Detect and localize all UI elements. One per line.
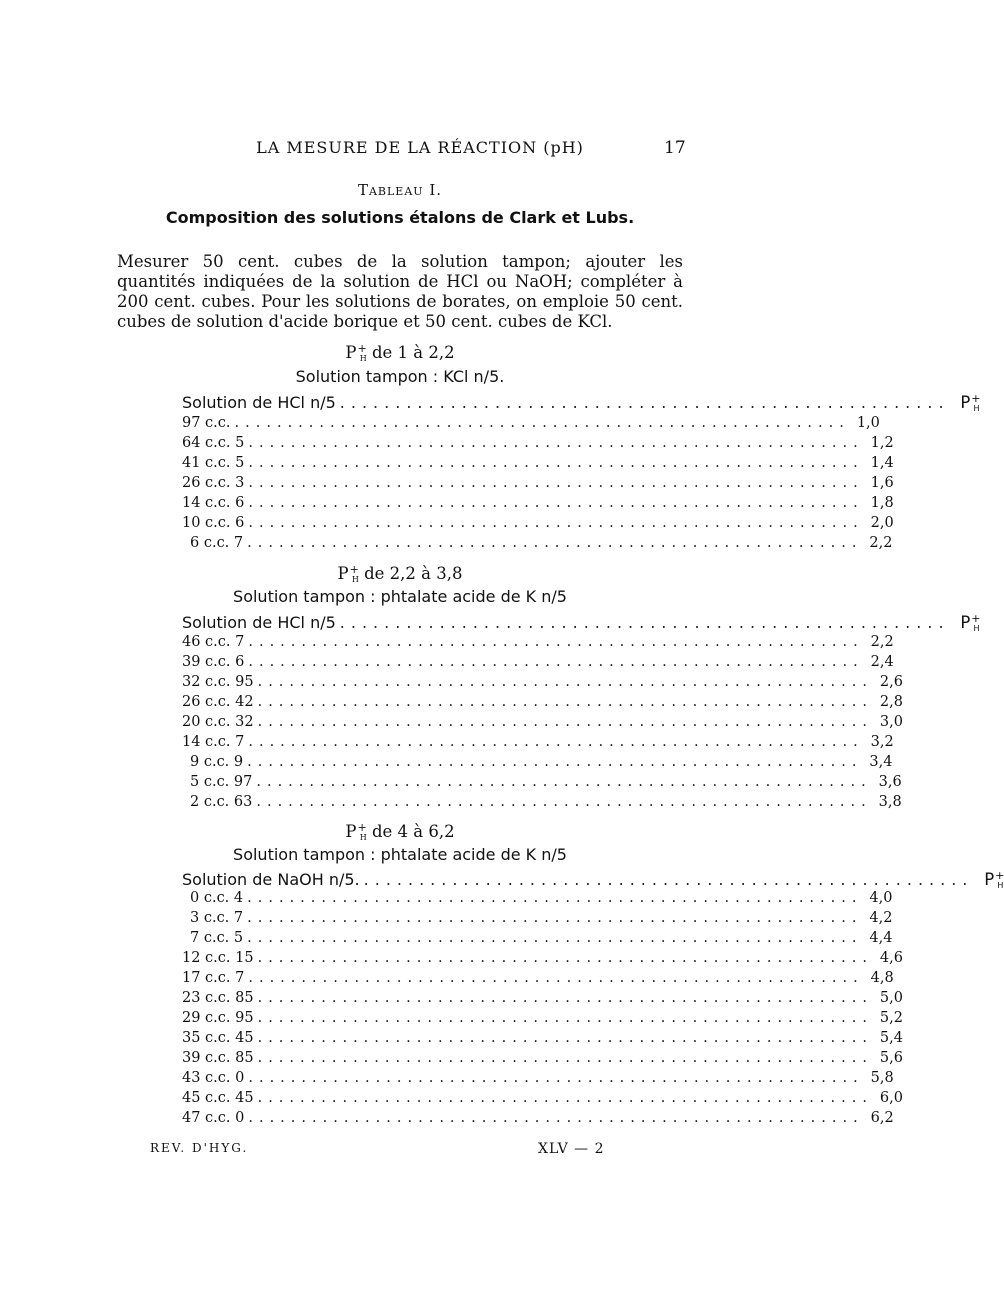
table-row: 7 c.c. 5 .......................................................... 4,4 xyxy=(190,930,893,946)
section-1-ph-range: de 1 à 2,2 xyxy=(371,343,455,362)
table-row: 45 c.c. 45 .......................................................... 6,0 xyxy=(182,1090,903,1106)
column-header-left: Solution de HCl n/5 xyxy=(182,613,336,632)
column-header-left: Solution de NaOH n/5. xyxy=(182,870,360,889)
page-number: 17 xyxy=(664,138,686,158)
table-row: 97 c.c. .......................................................... 1,0 xyxy=(182,415,880,431)
section-2-subtitle: Solution tampon : phtalate acide de K n/5 xyxy=(233,587,567,606)
table-row: 3 c.c. 7 .......................................................... 4,2 xyxy=(190,910,893,926)
ph-symbol: $P^+_H$ xyxy=(345,821,367,842)
table-row: 5 c.c. 97 .......................................................... 3,6 xyxy=(190,774,902,790)
section-3-ph-range: de 4 à 6,2 xyxy=(371,822,455,841)
section-1-subtitle: Solution tampon : KCl n/5. xyxy=(295,367,505,386)
table-row: 9 c.c. 9 .......................................................... 3,4 xyxy=(190,754,893,770)
dot-leader: ....................................................... xyxy=(339,393,950,412)
table-row: 39 c.c. 6 .......................................................... 2,4 xyxy=(182,654,894,670)
dot-leader: ....................................................... xyxy=(363,870,974,889)
table-row: 26 c.c. 42 .......................................................... 2,8 xyxy=(182,694,903,710)
table-title: Composition des solutions étalons de Clark et Lubs. xyxy=(165,208,635,227)
column-header-left: Solution de HCl n/5 xyxy=(182,393,336,412)
table-row: 26 c.c. 3 .......................................................... 1,6 xyxy=(182,475,894,491)
table-row: 47 c.c. 0 .......................................................... 6,2 xyxy=(182,1110,894,1126)
table-row: 29 c.c. 95 .......................................................... 5,2 xyxy=(182,1010,903,1026)
section-2-ph-title xyxy=(0,563,800,584)
table-row: 35 c.c. 45 .......................................................... 5,4 xyxy=(182,1030,903,1046)
table-row: 12 c.c. 15 .......................................................... 4,6 xyxy=(182,950,903,966)
tableau-label: Tableau I. xyxy=(357,181,443,199)
section-1-column-header xyxy=(182,392,981,413)
table-row: 6 c.c. 7 .......................................................... 2,2 xyxy=(190,535,893,551)
section-3-subtitle: Solution tampon : phtalate acide de K n/5 xyxy=(233,845,567,864)
running-title: LA MESURE DE LA RÉACTION (pH) xyxy=(256,138,584,157)
table-row: 64 c.c. 5 .......................................................... 1,2 xyxy=(182,435,894,451)
table-row: 0 c.c. 4 .......................................................... 4,0 xyxy=(190,890,893,906)
table-row: 23 c.c. 85 .......................................................... 5,0 xyxy=(182,990,903,1006)
table-row: 20 c.c. 32 .......................................................... 3,0 xyxy=(182,714,903,730)
table-row: 46 c.c. 7 .......................................................... 2,2 xyxy=(182,634,894,650)
section-1-ph-title xyxy=(0,342,800,363)
table-row: 14 c.c. 7 .......................................................... 3,2 xyxy=(182,734,894,750)
journal-footer: REV. D'HYG. xyxy=(150,1141,249,1155)
table-row: 39 c.c. 85 .......................................................... 5,6 xyxy=(182,1050,903,1066)
ph-symbol: $P^+_H$ xyxy=(345,342,367,363)
table-row: 43 c.c. 0 .......................................................... 5,8 xyxy=(182,1070,894,1086)
column-header-ph: $P^+_H$ xyxy=(960,612,981,633)
table-row: 10 c.c. 6 .......................................................... 2,0 xyxy=(182,515,894,531)
table-row: 32 c.c. 95 .......................................................... 2,6 xyxy=(182,674,903,690)
section-2-ph-range: de 2,2 à 3,8 xyxy=(364,564,463,583)
column-header-ph: $P^+_H$ xyxy=(984,869,1004,890)
column-header-ph: $P^+_H$ xyxy=(960,392,981,413)
section-3-ph-title xyxy=(0,821,800,842)
table-row: 41 c.c. 5 .......................................................... 1,4 xyxy=(182,455,894,471)
intro-paragraph: Mesurer 50 cent. cubes de la solution tampon; ajouter les quantités indiquées de la solution de HCl ou NaOH; compléter à 200 cent. cubes. Pour les solutions de borates, on emploie 50 cent. cubes de solution d'acide borique et 50 cent. cubes de KCl. xyxy=(117,252,683,331)
section-2-column-header xyxy=(182,612,981,633)
table-row: 17 c.c. 7 .......................................................... 4,8 xyxy=(182,970,894,986)
signature-mark: XLV — 2 xyxy=(538,1141,605,1157)
table-row: 14 c.c. 6 .......................................................... 1,8 xyxy=(182,495,894,511)
ph-symbol: $P^+_H$ xyxy=(337,563,359,584)
dot-leader: ....................................................... xyxy=(339,613,950,632)
section-3-column-header xyxy=(182,869,1004,890)
table-row: 2 c.c. 63 .......................................................... 3,8 xyxy=(190,794,902,810)
